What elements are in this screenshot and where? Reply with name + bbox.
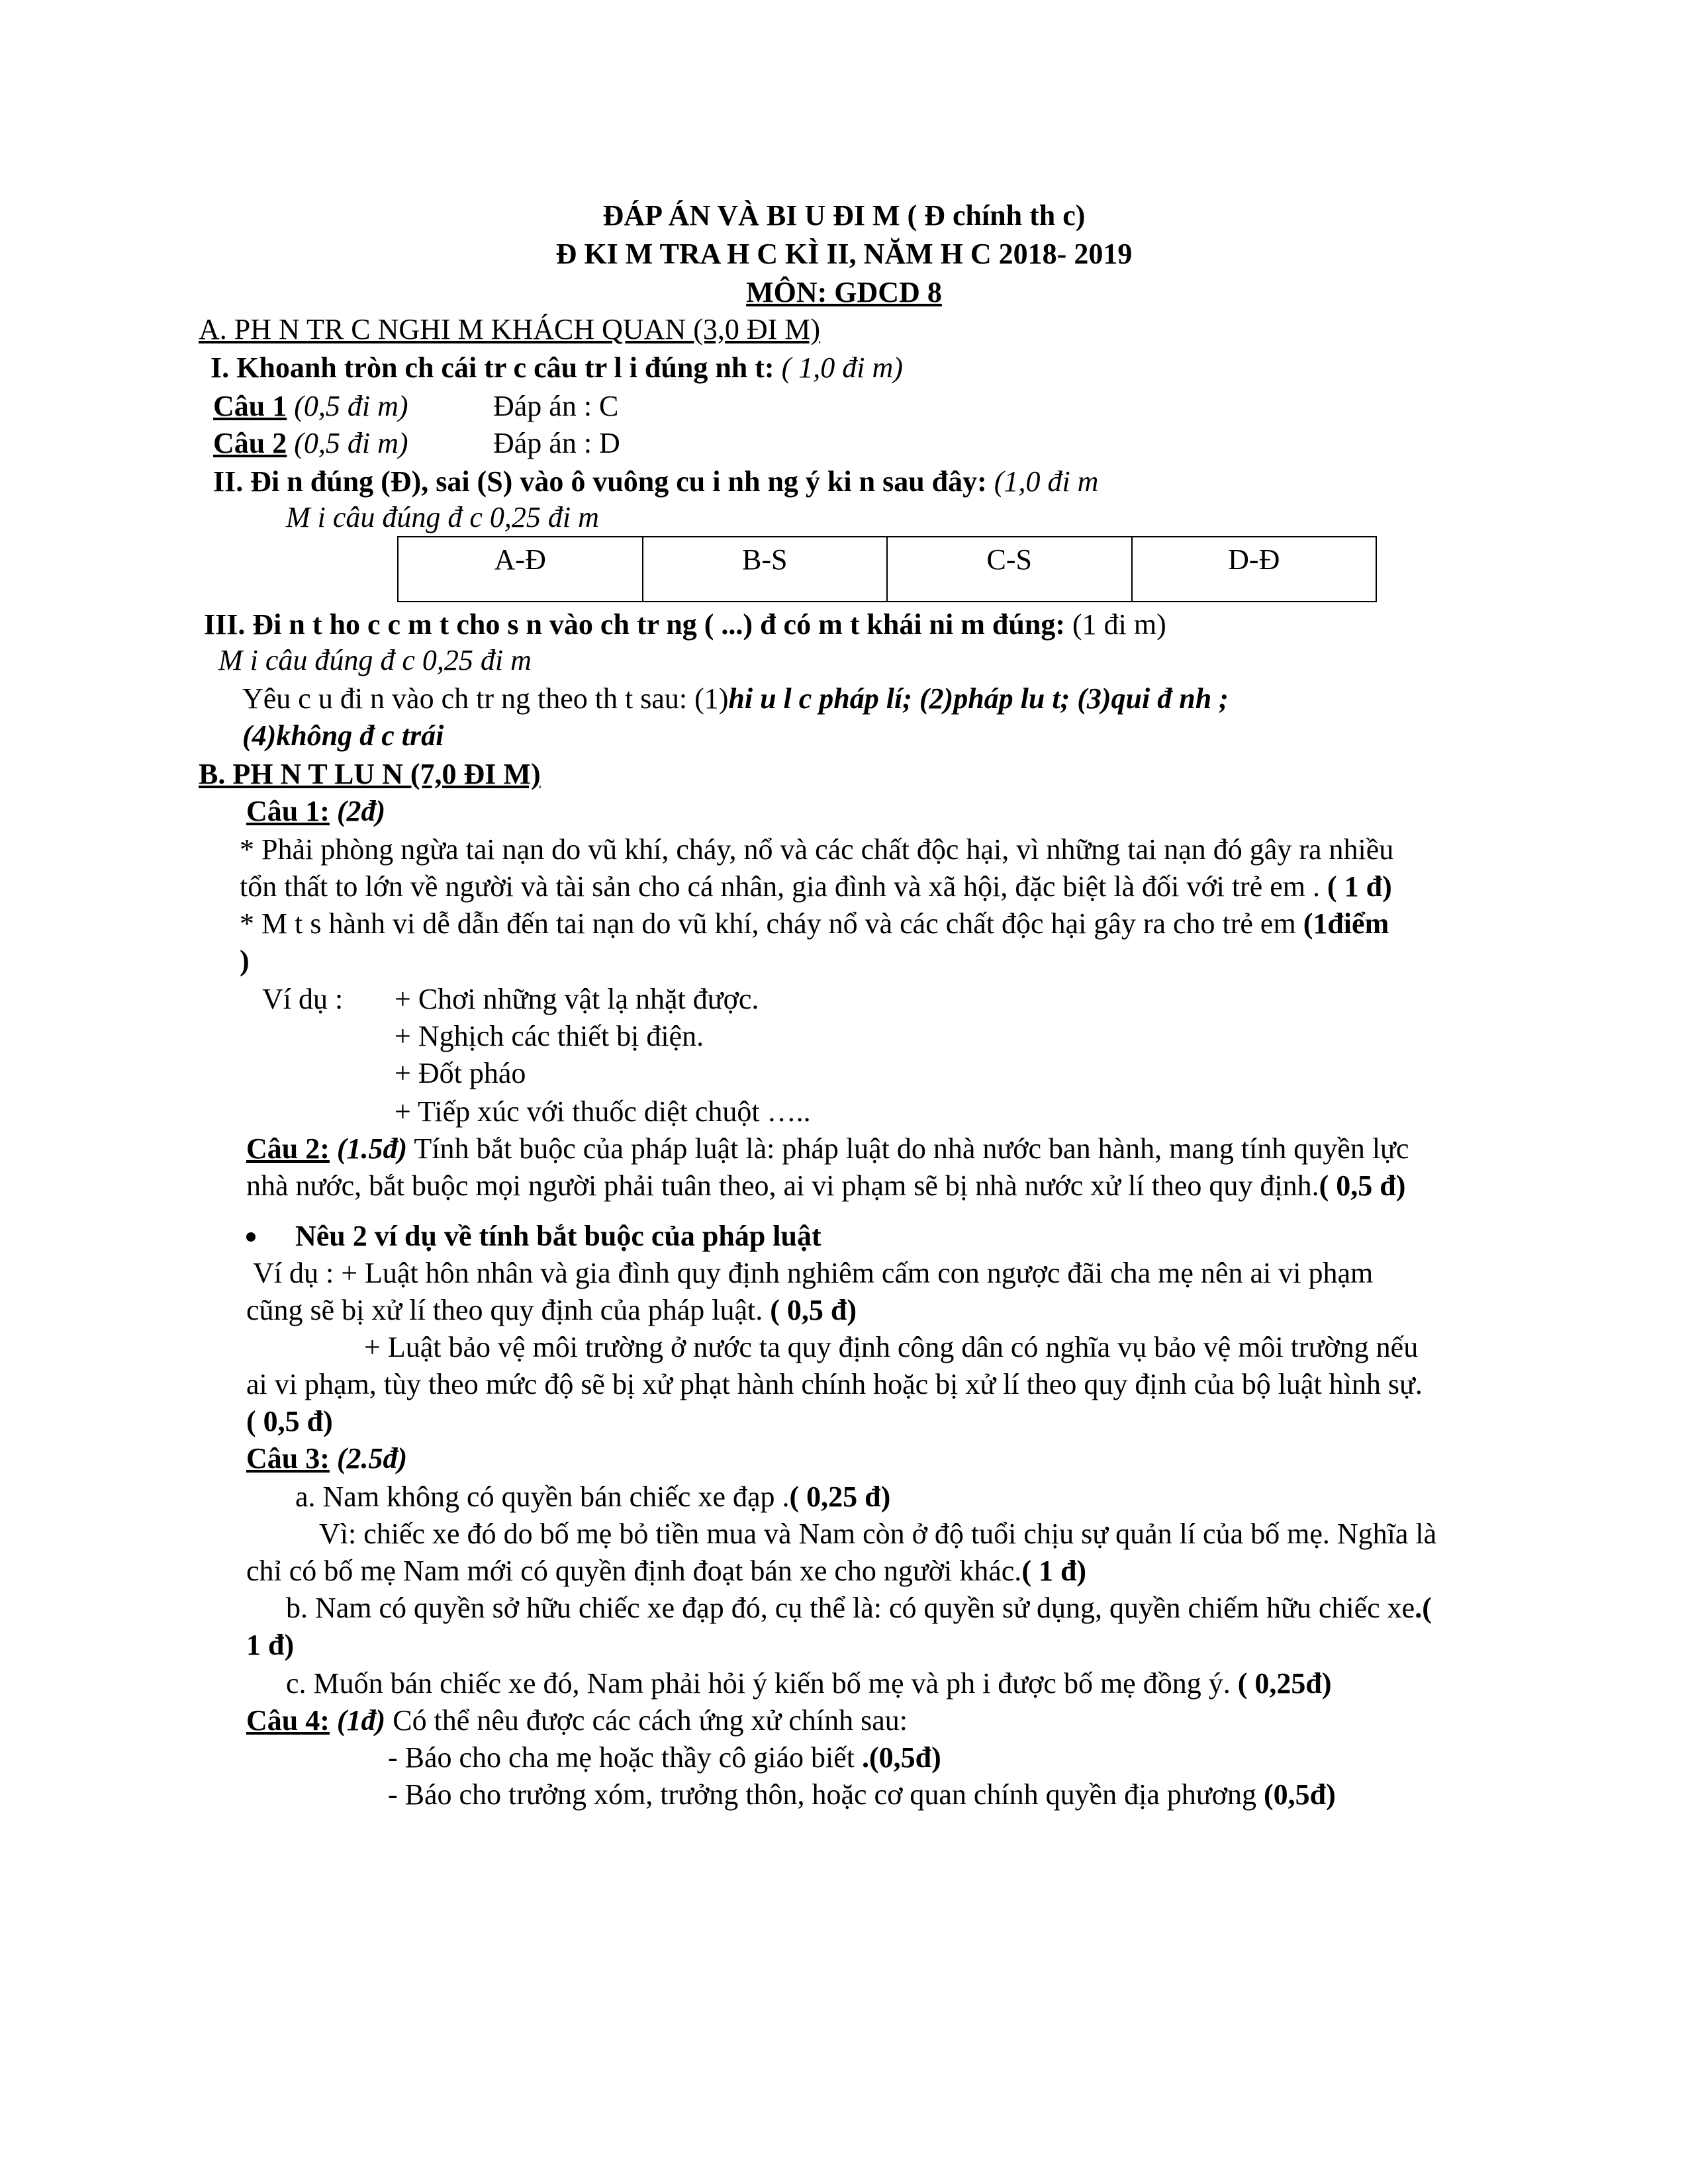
q1-answer: Đáp án : C <box>493 390 619 422</box>
section-2-line <box>213 465 1098 499</box>
b-q1-label: Câu 1: <box>246 795 330 827</box>
b-q1-example-3: + Đốt pháo <box>395 1057 526 1089</box>
b-q2-example-1-points: ( 0,5 đ) <box>763 1294 857 1326</box>
b-q2-bullet-text: Nêu 2 ví dụ về tính bắt buộc của pháp luật <box>295 1220 821 1252</box>
q2-answer: Đáp án : D <box>493 427 620 459</box>
answer-cell-d: D-Đ <box>1132 537 1377 602</box>
b-q1-text-3-close: ) <box>240 944 250 977</box>
section-3-note: M i câu đúng đ c 0,25 đi m <box>218 644 532 676</box>
q2-line <box>213 426 408 461</box>
b-q2-text-2 <box>246 1169 1405 1203</box>
b-q1-points: (2đ) <box>329 795 386 827</box>
b-q3-reason-2 <box>246 1554 1086 1588</box>
b-q3-b-points: 1 đ) <box>246 1629 295 1661</box>
b-q3-b-points-open: .( <box>1415 1592 1432 1624</box>
b-q1-example-4: + Tiếp xúc với thuốc diệt chuột ….. <box>395 1095 811 1128</box>
b-q3-reason-2-points: ( 1 đ) <box>1021 1555 1087 1587</box>
b-q1-example-2: + Nghịch các thiết bị điện. <box>395 1020 704 1052</box>
answer-table <box>397 536 1377 602</box>
b-q3-c-points: ( 0,25đ) <box>1230 1667 1332 1700</box>
requirement-answers: hi u l c pháp lí; (2)pháp lu t; (3)qui đ nh ; <box>728 682 1229 715</box>
b-q3-b <box>286 1591 1432 1625</box>
b-q3-label: Câu 3: <box>246 1442 330 1475</box>
b-q2-example-1: Ví dụ : + Luật hôn nhân và gia đình quy định nghiêm cấm con ngược đãi cha mẹ nên ai vi phạm <box>253 1257 1374 1289</box>
q1-points: (0,5 đi m) <box>287 390 408 422</box>
requirement-text: Yêu c u đi n vào ch tr ng theo th t sau: (1) <box>242 682 729 715</box>
section-3-line <box>204 608 1166 642</box>
b-q2-example-2-cont: ai vi phạm, tùy theo mức độ sẽ bị xử phạt hành chính hoặc bị xử lí theo quy định của bộ luật hình sự. <box>246 1368 1423 1400</box>
b-q3-a-points: ( 0,25 đ) <box>789 1480 891 1513</box>
b-q3-a <box>295 1480 890 1514</box>
b-q4-points: (1đ) <box>329 1704 386 1737</box>
b-q4-item-2 <box>388 1778 1336 1812</box>
answer-table-row <box>398 537 1376 602</box>
section-2-points: (1,0 đi m <box>986 465 1099 498</box>
requirement-answers-cont: (4)không đ c trái <box>242 719 444 752</box>
b-q1-text-2-body: tổn thất to lớn về người và tài sản cho cá nhân, gia đình và xã hội, đặc biệt là đối với trẻ em . <box>240 870 1320 903</box>
q2-label: Câu 2 <box>213 427 287 459</box>
b-q1-text-2-points: ( 1 đ) <box>1320 870 1392 903</box>
section-1-line <box>211 351 903 385</box>
section-3-heading: III. Đi n t ho c c m t cho s n vào ch tr ng ( ...) đ có m t khái ni m đúng: <box>204 608 1065 641</box>
b-q1-text-3-body: * M t s hành vi dễ dẫn đến tai nạn do vũ khí, cháy nổ và các chất độc hại gây ra cho trẻ em <box>240 907 1296 940</box>
b-q1-text-2 <box>240 870 1392 904</box>
b-q1-text-3-points: (1điểm <box>1295 907 1389 940</box>
b-q1-example-1: + Chơi những vật lạ nhặt được. <box>395 983 759 1015</box>
b-q3-points: (2.5đ) <box>329 1442 408 1475</box>
b-q3-reason-1: Vì: chiếc xe đó do bố mẹ bỏ tiền mua và Nam còn ở độ tuổi chịu sự quản lí của bố mẹ. Nghĩa là <box>319 1518 1437 1550</box>
b-q3-c <box>286 1666 1331 1701</box>
section-2-heading: II. Đi n đúng (Đ), sai (S) vào ô vuông cu i nh ng ý ki n sau đây: <box>213 465 987 498</box>
b-q2-text-2-points: ( 0,5 đ) <box>1319 1169 1406 1202</box>
b-q4-item-1-body: - Báo cho cha mẹ hoặc thầy cô giáo biết <box>388 1741 855 1774</box>
b-q2-points: (1.5đ) <box>329 1132 408 1165</box>
b-q2-text-1: Tính bắt buộc của pháp luật là: pháp luật do nhà nước ban hành, mang tính quyền lực <box>407 1132 1409 1165</box>
b-q4-item-2-body: - Báo cho trưởng xóm, trưởng thôn, hoặc cơ quan chính quyền địa phương <box>388 1778 1257 1811</box>
section-3-requirement <box>242 682 1229 716</box>
section-3-points: (1 đi m) <box>1064 608 1166 641</box>
b-q3-c-body: c. Muốn bán chiếc xe đó, Nam phải hỏi ý kiến bố mẹ và ph i được bố mẹ đồng ý. <box>286 1667 1231 1700</box>
b-q4-item-1-points: .(0,5đ) <box>854 1741 941 1774</box>
b-q1-text-1: * Phải phòng ngừa tai nạn do vũ khí, cháy, nổ và các chất độc hại, vì những tai nạn đó gây ra nhiều <box>240 833 1394 866</box>
answer-cell-c: C-S <box>887 537 1132 602</box>
q2-points: (0,5 đi m) <box>287 427 408 459</box>
section-1-heading: I. Khoanh tròn ch cái tr c câu tr l i đúng nh t: <box>211 351 774 384</box>
part-b-heading: B. PH N T LU N (7,0 ĐI M) <box>199 758 541 790</box>
section-1-points: ( 1,0 đi m) <box>774 351 903 384</box>
answer-cell-a: A-Đ <box>398 537 643 602</box>
b-q1-example-label: Ví dụ : <box>262 983 344 1015</box>
q1-label: Câu 1 <box>213 390 287 422</box>
b-q2-example-2-points: ( 0,5 đ) <box>246 1405 333 1437</box>
part-a-heading: A. PH N TR C NGHI M KHÁCH QUAN (3,0 ĐI M) <box>199 313 821 345</box>
b-q1-line <box>246 794 385 829</box>
b-q4-intro: Có thể nêu được các cách ứng xử chính sau: <box>385 1704 908 1737</box>
subject-title: MÔN: GDCD 8 <box>746 276 942 308</box>
b-q1-text-3 <box>240 907 1389 941</box>
b-q2-label: Câu 2: <box>246 1132 330 1165</box>
b-q2-example-1-cont <box>246 1293 857 1328</box>
section-2-note: M i câu đúng đ c 0,25 đi m <box>286 501 599 533</box>
b-q3-a-body: a. Nam không có quyền bán chiếc xe đạp . <box>295 1480 790 1513</box>
answer-cell-b: B-S <box>643 537 888 602</box>
b-q3-b-body: b. Nam có quyền sở hữu chiếc xe đạp đó, cụ thể là: có quyền sử dụng, quyền chiếm hữu chiếc xe <box>286 1592 1415 1624</box>
q1-line <box>213 389 408 424</box>
b-q2-line <box>246 1132 1409 1166</box>
b-q4-item-2-points: (0,5đ) <box>1256 1778 1336 1811</box>
b-q2-text-2-body: nhà nước, bắt buộc mọi người phải tuân theo, ai vi phạm sẽ bị nhà nước xử lí theo quy định. <box>246 1169 1319 1202</box>
b-q4-label: Câu 4: <box>246 1704 330 1737</box>
b-q3-line <box>246 1441 407 1476</box>
b-q3-reason-2-body: chỉ có bố mẹ Nam mới có quyền định đoạt bán xe cho người khác. <box>246 1555 1022 1587</box>
document-title: ĐÁP ÁN VÀ BI U ĐI M ( Đ chính th c) <box>602 199 1086 232</box>
b-q4-line <box>246 1704 908 1738</box>
b-q2-example-1-cont-body: cũng sẽ bị xử lí theo quy định của pháp luật. <box>246 1294 763 1326</box>
exam-subtitle: Đ KI M TRA H C KÌ II, NĂM H C 2018- 2019 <box>555 238 1133 270</box>
b-q2-example-2: + Luật bảo vệ môi trường ở nước ta quy định công dân có nghĩa vụ bảo vệ môi trường nếu <box>364 1331 1419 1363</box>
b-q4-item-1 <box>388 1741 941 1775</box>
bullet-icon <box>246 1232 256 1242</box>
